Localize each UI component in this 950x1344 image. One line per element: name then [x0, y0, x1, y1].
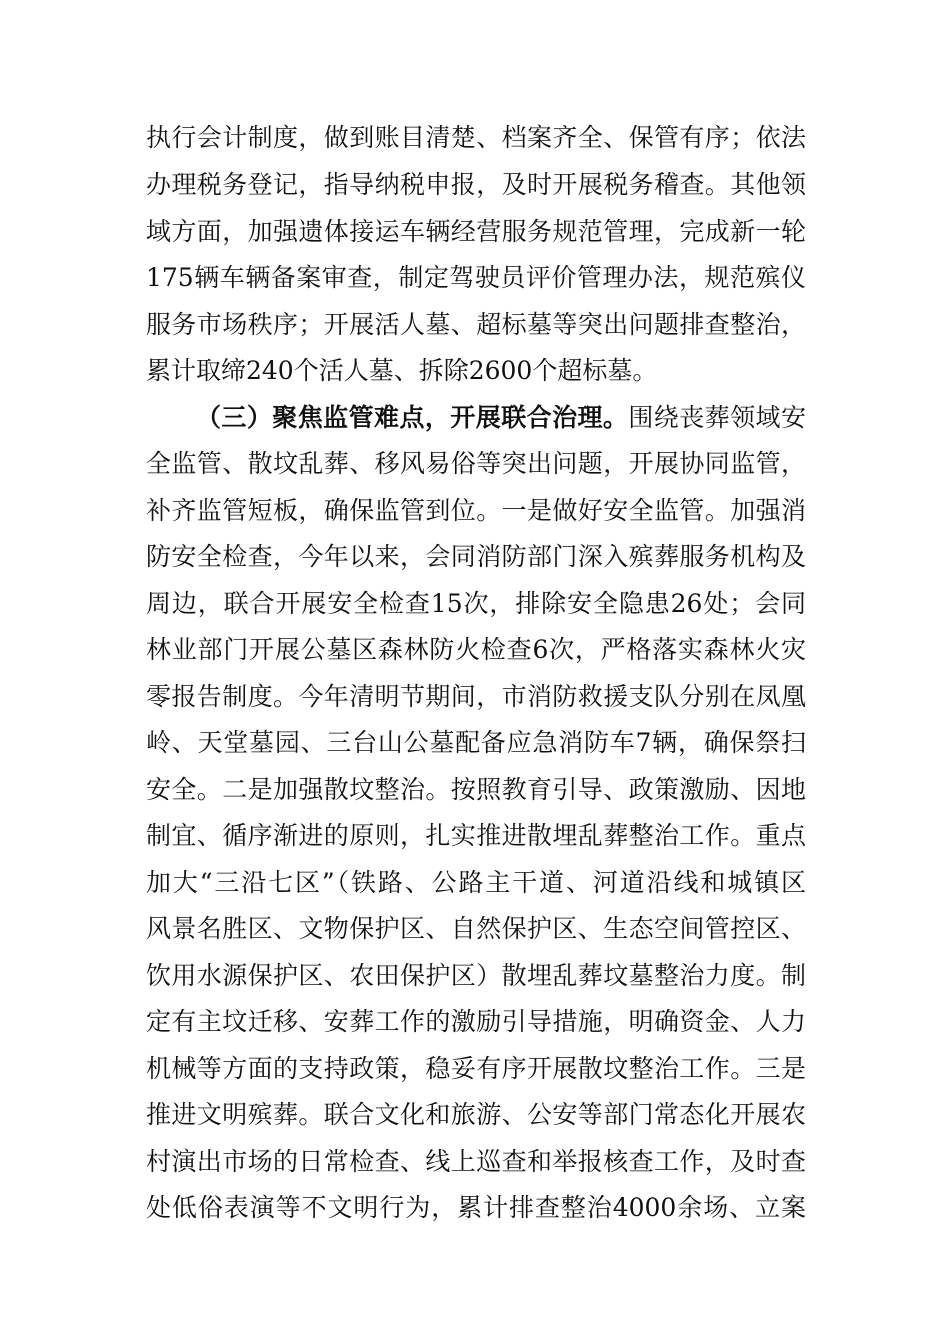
- text-line: 安全。二是加强散坟整治。按照教育引导、政策激励、因地: [146, 775, 806, 804]
- text-line: 服务市场秩序；开展活人墓、超标墓等突出问题排查整治，: [146, 310, 806, 339]
- text-line: 林业部门开展公墓区森林防火检查6次，严格落实森林火灾: [146, 635, 806, 664]
- section-heading-line: [196, 395, 806, 441]
- text-line: 累计取缔240个活人墓、拆除2600个超标墓。: [146, 356, 658, 385]
- text-line: 周边，联合开展安全检查15次，排除安全隐患26处；会同: [146, 589, 806, 618]
- text-line: 175辆车辆备案审查，制定驾驶员评价管理办法，规范殡仪: [146, 263, 806, 292]
- text-line: 补齐监管短板，确保监管到位。一是做好安全监管。加强消: [146, 496, 806, 525]
- section-heading: （三）聚焦监管难点，开展联合治理。: [196, 403, 629, 432]
- text-line: 处低俗表演等不文明行为，累计排查整治4000余场、立案: [146, 1193, 806, 1222]
- text-line: 岭、天堂墓园、三台山公墓配备应急消防车7辆，确保祭扫: [146, 728, 806, 757]
- text-line: 定有主坟迁移、安葬工作的激励引导措施，明确资金、人力: [146, 1007, 806, 1036]
- text-line: 加大“三沿七区”（铁路、公路主干道、河道沿线和城镇区: [146, 868, 806, 897]
- text-line: 办理税务登记，指导纳税申报，及时开展税务稽查。其他领: [146, 170, 806, 199]
- text-line: 防安全检查，今年以来，会同消防部门深入殡葬服务机构及: [146, 542, 806, 571]
- text-line: 制宜、循序渐进的原则，扎实推进散埋乱葬整治工作。重点: [146, 821, 806, 850]
- text-line: 零报告制度。今年清明节期间，市消防救援支队分别在凤凰: [146, 682, 806, 711]
- text-line: 饮用水源保护区、农田保护区）散埋乱葬坟墓整治力度。制: [146, 961, 806, 990]
- text-line: 域方面，加强遗体接运车辆经营服务规范管理，完成新一轮: [146, 217, 806, 246]
- text-line: 执行会计制度，做到账目清楚、档案齐全、保管有序；依法: [146, 123, 806, 152]
- text-line: 全监管、散坟乱葬、移风易俗等突出问题，开展协同监管，: [146, 449, 806, 478]
- text-line: 机械等方面的支持政策，稳妥有序开展散坟整治工作。三是: [146, 1054, 806, 1083]
- heading-line-text: 围绕丧葬领域安: [628, 403, 806, 432]
- text-line: 推进文明殡葬。联合文化和旅游、公安等部门常态化开展农: [146, 1100, 806, 1129]
- text-line: 村演出市场的日常检查、线上巡查和举报核查工作，及时查: [146, 1147, 806, 1176]
- text-line: 风景名胜区、文物保护区、自然保护区、生态空间管控区、: [146, 914, 806, 943]
